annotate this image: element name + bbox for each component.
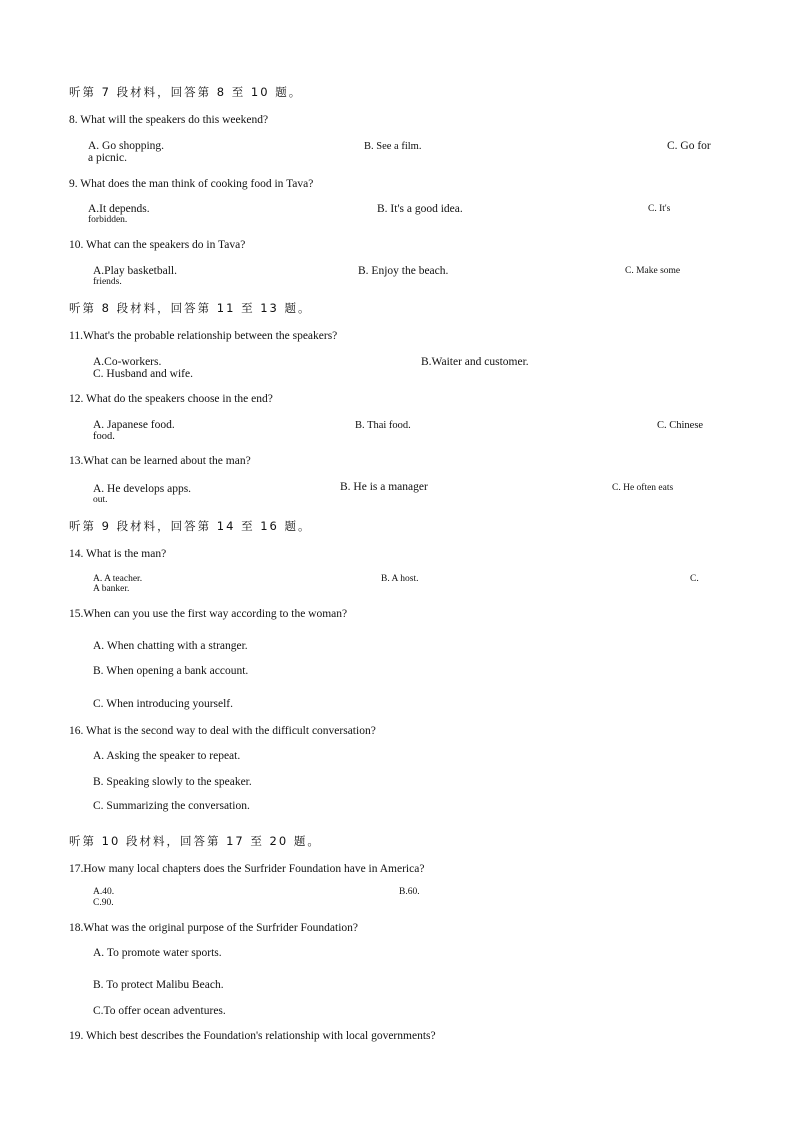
question-15-option-b: B. When opening a bank account. <box>93 665 249 677</box>
question-16-option-c: C. Summarizing the conversation. <box>93 800 250 812</box>
question-13-stem: 13.What can be learned about the man? <box>69 455 251 467</box>
question-8-option-c-cont: a picnic. <box>88 152 127 164</box>
question-16-stem: 16. What is the second way to deal with the difficult conversation? <box>69 725 376 737</box>
question-9-option-a: A.It depends. <box>88 203 150 215</box>
question-12-option-a: A. Japanese food. <box>93 419 175 431</box>
question-18-stem: 18.What was the original purpose of the Surfrider Foundation? <box>69 922 359 934</box>
question-17-option-c: C.90. <box>93 898 114 908</box>
question-9-option-c: C. It's <box>648 204 671 214</box>
question-12-option-b: B. Thai food. <box>355 420 411 431</box>
question-15-stem: 15.When can you use the first way according to the woman? <box>69 608 348 620</box>
question-9-option-c-cont: forbidden. <box>88 215 128 225</box>
question-13-option-c: C. He often eats <box>612 483 674 493</box>
question-18-option-b: B. To protect Malibu Beach. <box>93 979 224 991</box>
question-13-option-b: B. He is a manager <box>340 481 428 493</box>
question-11-stem: 11.What's the probable relationship between the speakers? <box>69 330 338 342</box>
question-17-option-b: B.60. <box>399 887 420 897</box>
question-13-option-c-cont: out. <box>93 495 108 505</box>
section-heading-9: 听第 9 段材料，回答第 14 至 16 题。 <box>69 519 312 533</box>
question-8-option-a: A. Go shopping. <box>88 140 165 152</box>
question-15-option-c: C. When introducing yourself. <box>93 698 233 710</box>
question-9-stem: 9. What does the man think of cooking food in Tava? <box>69 178 314 190</box>
section-heading-10: 听第 10 段材料，回答第 17 至 20 题。 <box>69 834 321 848</box>
question-8-stem: 8. What will the speakers do this weekend? <box>69 114 269 126</box>
question-17-option-a: A.40. <box>93 887 115 897</box>
question-8-option-b: B. See a film. <box>364 141 422 152</box>
question-19-stem: 19. Which best describes the Foundation's relationship with local governments? <box>69 1030 436 1042</box>
question-14-option-c: C. <box>690 574 699 584</box>
question-12-stem: 12. What do the speakers choose in the end? <box>69 393 273 405</box>
question-13-option-a: A. He develops apps. <box>93 483 192 495</box>
question-15-option-a: A. When chatting with a stranger. <box>93 640 248 652</box>
section-heading-7: 听第 7 段材料，回答第 8 至 10 题。 <box>69 85 303 99</box>
question-14-option-a: A. A teacher. <box>93 574 143 584</box>
question-12-option-c: C. Chinese <box>657 420 704 431</box>
question-11-option-c: C. Husband and wife. <box>93 368 193 380</box>
question-17-stem: 17.How many local chapters does the Surfrider Foundation have in America? <box>69 863 425 875</box>
question-14-option-b: B. A host. <box>381 574 419 584</box>
question-18-option-c: C.To offer ocean adventures. <box>93 1005 226 1017</box>
question-8-option-c: C. Go for <box>667 140 711 152</box>
question-10-option-c-cont: friends. <box>93 277 122 287</box>
question-18-option-a: A. To promote water sports. <box>93 947 222 959</box>
question-10-option-b: B. Enjoy the beach. <box>358 265 449 277</box>
question-10-stem: 10. What can the speakers do in Tava? <box>69 239 246 251</box>
section-heading-8: 听第 8 段材料，回答第 11 至 13 题。 <box>69 301 312 315</box>
question-14-stem: 14. What is the man? <box>69 548 167 560</box>
question-16-option-b: B. Speaking slowly to the speaker. <box>93 776 252 788</box>
question-10-option-a: A.Play basketball. <box>93 265 177 277</box>
question-10-option-c: C. Make some <box>625 266 681 276</box>
question-11-option-b: B.Waiter and customer. <box>421 356 529 368</box>
question-14-option-c-cont: A banker. <box>93 584 130 594</box>
question-11-option-a: A.Co-workers. <box>93 356 162 368</box>
question-16-option-a: A. Asking the speaker to repeat. <box>93 750 241 762</box>
question-9-option-b: B. It's a good idea. <box>377 203 463 215</box>
question-12-option-c-cont: food. <box>93 431 115 442</box>
